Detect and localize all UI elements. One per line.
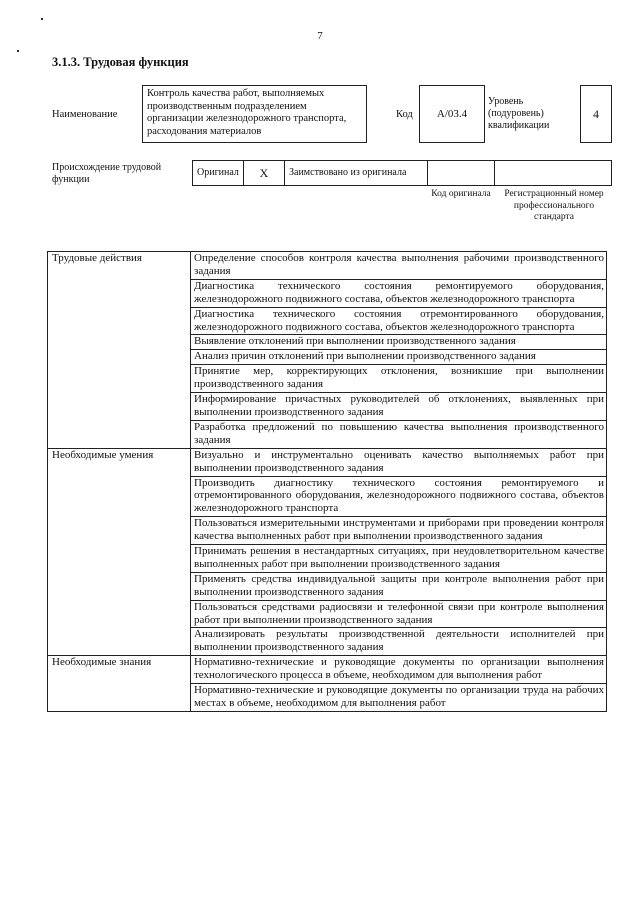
table-row (48, 252, 607, 280)
table-cell: Диагностика технического состояния ремонтируемого оборудования, железнодорожного подвижного состава, объектов железнодорожного транспорта (191, 279, 607, 307)
original-label: Оригинал (197, 167, 239, 178)
table-cell: Производить диагностику технического состояния ремонтируемого и отремонтированного оборудования, железнодорожного подвижного состава, объектов железнодорожного транспорта (191, 476, 607, 517)
table-cell: Диагностика технического состояния отремонтированного оборудования, железнодорожного подвижного состава, объектов железнодорожного транспорта (191, 307, 607, 335)
caption-code: Код оригинала (431, 189, 491, 199)
scan-speck (41, 18, 43, 20)
page-number: 7 (317, 30, 323, 42)
table-cell: Информирование причастных руководителей об отклонениях, выявленных при выполнении производственного задания (191, 393, 607, 421)
function-name-box: Контроль качества работ, выполняемых производственным подразделением организации железнодорожного транспорта, расходования материалов (142, 85, 367, 143)
group-header: Необходимые знания (48, 656, 191, 712)
table-cell: Принимать решения в нестандартных ситуациях, при неудовлетворительном качестве выполненных работ при выполнении производственного задания (191, 545, 607, 573)
table-cell: Анализировать результаты производственной деятельности исполнителей при выполнении производственного задания (191, 628, 607, 656)
table-cell: Разработка предложений по повышению качества выполнения производственного задания (191, 420, 607, 448)
table-cell: Визуально и инструментально оценивать качество выполняемых работ при выполнении производственного задания (191, 448, 607, 476)
table-cell: Нормативно-технические и руководящие документы по организации труда на рабочих местах в объеме, необходимом для выполнения работ (191, 684, 607, 712)
scan-speck (17, 50, 19, 52)
group-header: Необходимые умения (48, 448, 191, 656)
table-cell: Пользоваться средствами радиосвязи и телефонной связи при контроле выполнения работ при выполнении производственного задания (191, 600, 607, 628)
code-label: Код (396, 109, 413, 120)
original-code-cell (427, 160, 495, 186)
original-cell (192, 160, 244, 186)
level-value: 4 (580, 85, 612, 143)
table-cell: Применять средства индивидуальной защиты при контроле выполнения работ при выполнении производственного задания (191, 572, 607, 600)
level-label: Уровень (подуровень) квалификации (488, 96, 550, 131)
origin-row (192, 160, 612, 186)
table-row (48, 656, 607, 684)
borrowed-cell (284, 160, 428, 186)
borrowed-label: Заимствовано из оригинала (289, 167, 407, 178)
table-cell: Нормативно-технические и руководящие документы по организации выполнения технологического процесса в объеме, необходимом для выполнения работ (191, 656, 607, 684)
group-header: Трудовые действия (48, 252, 191, 449)
reg-number-cell (494, 160, 612, 186)
table-cell: Анализ причин отклонений при выполнении производственного задания (191, 350, 607, 365)
table-cell: Выявление отклонений при выполнении производственного задания (191, 335, 607, 350)
caption-reg: Регистрационный номер профессионального стандарта (504, 189, 604, 222)
table-cell: Определение способов контроля качества выполнения рабочими производственного задания (191, 252, 607, 280)
origin-label: Происхождение трудовой функции (52, 162, 162, 185)
function-table (47, 251, 607, 712)
name-label: Наименование (52, 109, 118, 120)
original-mark: X (243, 160, 285, 186)
code-value: A/03.4 (419, 85, 485, 143)
table-cell: Принятие мер, корректирующих отклонения, возникшие при выполнении производственного задания (191, 365, 607, 393)
section-title: 3.1.3. Трудовая функция (52, 55, 189, 69)
table-cell: Пользоваться измерительными инструментами и приборами при проведении контроля качества выполненных работ при выполнении производственного задания (191, 517, 607, 545)
table-row (48, 448, 607, 476)
